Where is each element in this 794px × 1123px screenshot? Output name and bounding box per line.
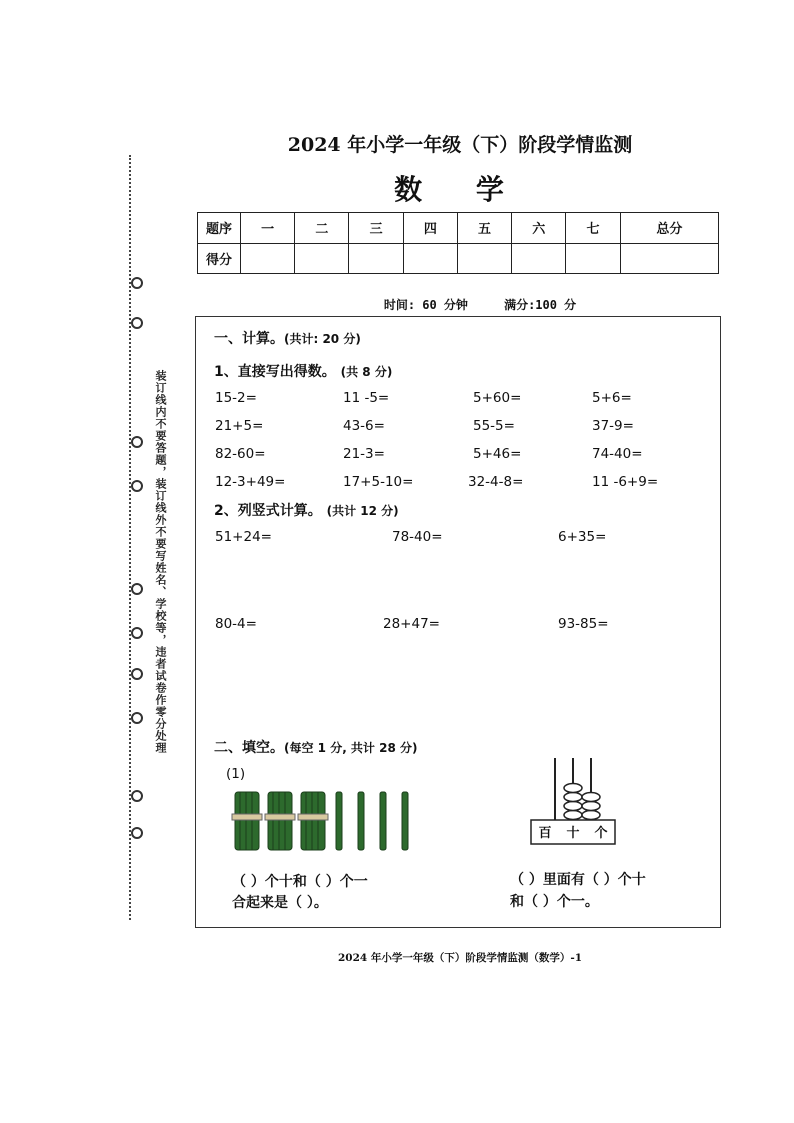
score-table-cell: 四: [403, 213, 457, 244]
score-table-cell: 五: [457, 213, 511, 244]
oral-problem: 15-2=: [215, 390, 257, 406]
oral-problem: 37-9=: [592, 418, 634, 434]
score-table-cell: 七: [566, 213, 620, 244]
section1-points: (共计: 20 分): [284, 332, 361, 346]
abacus-bead: [564, 793, 582, 802]
exam-full-score: 满分:100 分: [504, 298, 577, 312]
vertical-problem: 51+24=: [215, 529, 272, 545]
vertical-problem: 80-4=: [215, 616, 257, 632]
oral-problem: 55-5=: [473, 418, 515, 434]
single-stick: [358, 792, 364, 850]
subject-title: 数 学: [394, 173, 526, 206]
abacus-label: 十: [566, 826, 580, 841]
fill-blank-text: 和（ ）个一。: [510, 894, 599, 910]
part2-title: 2、列竖式计算。: [214, 503, 322, 519]
page-footer: 2024 年小学一年级（下）阶段学情监测（数学）-1: [337, 952, 583, 964]
abacus-bead: [564, 784, 582, 793]
stick-bundle: [298, 792, 328, 850]
exam-time: 时间: 60 分钟: [383, 298, 468, 312]
score-entry-cell[interactable]: [349, 243, 403, 274]
fill-blank-text: （ ）里面有（ ）个十: [510, 872, 646, 888]
score-table: [197, 212, 719, 274]
score-entry-cell[interactable]: [620, 243, 718, 274]
page-title: 2024 年小学一年级（下）阶段学情监测: [287, 134, 633, 156]
binding-notice: 装订线内不要答题，装订线外不要写姓名、学校等，违者试卷作零分处理: [154, 370, 167, 754]
oral-problem: 5+60=: [473, 390, 522, 406]
section2-heading: [214, 737, 417, 757]
section2-title: 二、填空。: [214, 740, 284, 756]
vertical-problem: 6+35=: [558, 529, 607, 545]
single-stick: [402, 792, 408, 850]
oral-problem: 11 -5=: [343, 390, 390, 406]
abacus-bead: [582, 802, 600, 811]
stick-bundle: [232, 792, 262, 850]
abacus-bead: [564, 811, 582, 820]
score-table-cell: 题序: [198, 213, 241, 244]
vertical-problem: 78-40=: [392, 529, 443, 545]
section1-title: 一、计算。: [214, 331, 284, 347]
binding-hole-icon: [131, 627, 143, 639]
part2-points: (共计 12 分): [326, 504, 399, 518]
oral-problem: 12-3+49=: [215, 474, 286, 490]
binding-hole-icon: [131, 480, 143, 492]
vertical-problem: 93-85=: [558, 616, 609, 632]
abacus-bead: [582, 811, 600, 820]
score-table-cell: 一: [241, 213, 295, 244]
score-entry-cell[interactable]: [403, 243, 457, 274]
oral-problem: 74-40=: [592, 446, 643, 462]
binding-hole-icon: [131, 583, 143, 595]
oral-problem: 82-60=: [215, 446, 266, 462]
stick-bundles-illustration: [230, 786, 420, 856]
score-table-header-row: [198, 213, 719, 244]
oral-problem: 17+5-10=: [343, 474, 414, 490]
binding-hole-icon: [131, 827, 143, 839]
abacus-bead: [564, 802, 582, 811]
part1-points: (共 8 分): [340, 365, 393, 379]
abacus-bead: [582, 793, 600, 802]
oral-problem: 5+46=: [473, 446, 522, 462]
fill-blank-text: 合起来是（ ）。: [232, 895, 328, 911]
score-entry-cell[interactable]: [295, 243, 349, 274]
oral-problem: 43-6=: [343, 418, 385, 434]
section2-points: (每空 1 分, 共计 28 分): [284, 741, 418, 755]
section1-heading: [214, 328, 361, 348]
oral-problem: 11 -6+9=: [592, 474, 659, 490]
oral-problem: 5+6=: [592, 390, 632, 406]
abacus-label: 百: [538, 826, 552, 841]
abacus-label: 个: [594, 826, 608, 841]
single-stick: [380, 792, 386, 850]
binding-hole-icon: [131, 668, 143, 680]
vertical-problem: 28+47=: [383, 616, 440, 632]
score-entry-cell[interactable]: [241, 243, 295, 274]
binding-line: [129, 155, 131, 920]
stick-bundle: [265, 792, 295, 850]
binding-hole-icon: [131, 790, 143, 802]
abacus-place-labels: [531, 822, 615, 841]
oral-problem: 32-4-8=: [468, 474, 524, 490]
part2-heading: [214, 500, 399, 520]
part1-title: 1、直接写出得数。: [214, 364, 336, 380]
binding-hole-icon: [131, 317, 143, 329]
score-table-cell: 总分: [620, 213, 718, 244]
oral-problem: 21+5=: [215, 418, 264, 434]
binding-hole-icon: [131, 712, 143, 724]
score-table-cell: 得分: [198, 243, 241, 274]
question-number: (1): [226, 766, 246, 782]
score-table-cell: 二: [295, 213, 349, 244]
score-entry-cell[interactable]: [457, 243, 511, 274]
single-stick: [336, 792, 342, 850]
binding-hole-icon: [131, 436, 143, 448]
part1-heading: [214, 361, 392, 381]
score-table-cell: 三: [349, 213, 403, 244]
score-entry-cell[interactable]: [566, 243, 620, 274]
exam-info: [200, 296, 760, 313]
score-entry-cell[interactable]: [512, 243, 566, 274]
score-table-score-row: [198, 243, 719, 274]
oral-problem: 21-3=: [343, 446, 385, 462]
score-table-cell: 六: [512, 213, 566, 244]
fill-blank-text: （ ）个十和（ ）个一: [232, 874, 368, 890]
binding-hole-icon: [131, 277, 143, 289]
